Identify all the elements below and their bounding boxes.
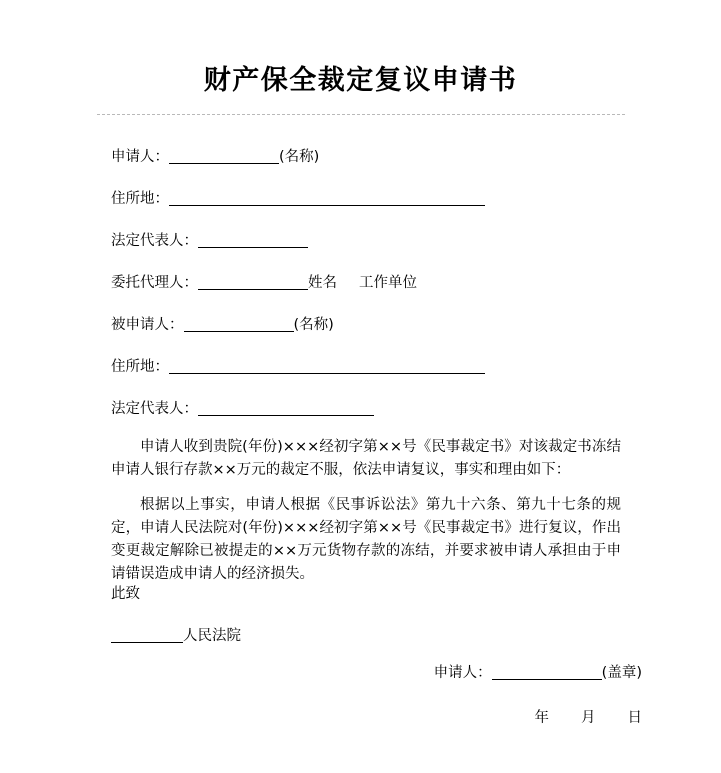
field-label-respondent: 被申请人： <box>111 317 184 333</box>
field-suffix-agent-name: 姓名 <box>308 275 337 291</box>
field-row-respondent-address <box>111 357 485 377</box>
court-line-suffix: 人民法院 <box>183 628 241 644</box>
field-blank-applicant[interactable] <box>169 148 279 164</box>
date-year-label: 年 <box>534 710 549 726</box>
body-paragraph-2: 根据以上事实，申请人根据《民事诉讼法》第九十六条、第九十七条的规定，申请人民法院对(年份)×××经初字第××号《民事裁定书》进行复议，作出变更裁定解除已被提走的××万元货物存款的冻结，并要求被申请人承担由于申请错误造成申请人的经济损失。 <box>111 497 621 582</box>
page-title: 财产保全裁定复议申请书 <box>203 65 518 96</box>
court-name-blank[interactable] <box>111 627 183 643</box>
closing-salutation: 此致 <box>111 586 140 602</box>
body-paragraph-1: 申请人收到贵院(年份)×××经初字第××号《民事裁定书》对该裁定书冻结申请人银行存款××万元的裁定不服，依法申请复议，事实和理由如下： <box>111 439 621 478</box>
field-suffix-applicant: (名称) <box>279 149 320 165</box>
field-suffix-agent-workplace: 工作单位 <box>359 275 417 291</box>
field-row-respondent-legal-rep <box>111 399 374 419</box>
field-label-applicant-address: 住所地： <box>111 191 169 207</box>
field-blank-respondent-legal-rep[interactable] <box>198 400 374 416</box>
field-blank-respondent[interactable] <box>184 316 294 332</box>
date-row <box>535 708 643 728</box>
field-row-applicant-agent <box>111 273 417 293</box>
signature-label: 申请人： <box>433 665 492 681</box>
field-blank-applicant-agent[interactable] <box>198 274 308 290</box>
field-blank-respondent-address[interactable] <box>169 358 485 374</box>
field-row-applicant <box>111 147 319 167</box>
field-label-applicant: 申请人： <box>111 149 169 165</box>
signature-seal-note: (盖章) <box>601 665 642 681</box>
date-month-label: 月 <box>581 710 596 726</box>
field-row-respondent <box>111 315 334 335</box>
field-suffix-respondent: (名称) <box>293 317 334 333</box>
field-label-applicant-legal-rep: 法定代表人： <box>111 233 198 249</box>
signature-blank[interactable] <box>492 664 602 680</box>
title-divider <box>97 114 625 115</box>
field-label-respondent-address: 住所地： <box>111 359 169 375</box>
field-row-applicant-address <box>111 189 485 209</box>
signature-row <box>434 663 642 683</box>
court-line <box>111 626 241 646</box>
field-label-applicant-agent: 委托代理人： <box>111 275 198 291</box>
field-row-applicant-legal-rep <box>111 231 308 251</box>
field-label-respondent-legal-rep: 法定代表人： <box>111 401 198 417</box>
field-blank-applicant-legal-rep[interactable] <box>198 232 308 248</box>
field-blank-applicant-address[interactable] <box>169 190 485 206</box>
date-day-label: 日 <box>627 710 642 726</box>
